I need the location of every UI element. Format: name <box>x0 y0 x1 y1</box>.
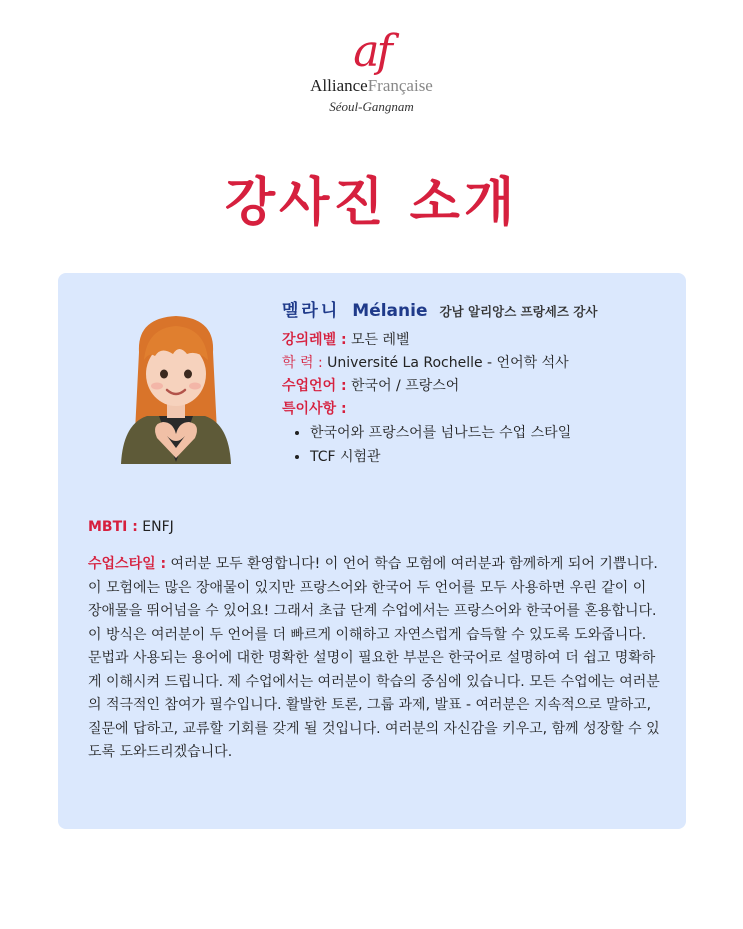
teacher-info <box>282 296 682 469</box>
style-label: 수업스타일 : <box>88 556 167 572</box>
style-paragraph-2: 이 모험에는 많은 장애물이 있지만 프랑스어와 한국어 두 언어를 모두 사용하면 우린 같이 이 장애물을 뛰어넘을 수 있어요! 그래서 초급 단계 수업에서는 프랑스어와 한국어를 혼용합니다. 이 방식은 여러분이 두 언어를 더 빠르게 이해하고 자연스럽게 습득할 수 있도록 도와줍니다. 문법과 사용되는 용어에 대한 명확한 설명이 필요한 부분은 한국어로 설명하여 더 쉽고 명확하게 이해시켜 드립니다. 제 수업에서는 여러분이 학습의 중심에 있습니다. 모든 수업에는 여러분의 적극적인 참여가 필수입니다. 활발한 토론, 그룹 과제, 발표 - 여러분은 지속적으로 말하고, 질문에 답하고, 교류할 기회를 갖게 될 것입니다. 여러분의 자신감을 키우고, 함께 성장할 수 있도록 도와드리겠습니다. <box>88 579 660 760</box>
notes-row <box>282 398 682 421</box>
language-value: 한국어 / 프랑스어 <box>351 378 460 394</box>
education-value: Université La Rochelle - 언어학 석사 <box>327 355 569 371</box>
list-item: • TCF 시험관 <box>310 445 682 469</box>
mbti-value: ENFJ <box>142 519 174 535</box>
avatar-icon <box>117 312 235 464</box>
level-label: 강의레벨 : <box>282 332 347 348</box>
name-row <box>282 296 682 321</box>
logo-wordmark <box>0 76 743 96</box>
language-label: 수업언어 : <box>282 378 347 394</box>
teacher-role: 강남 알리앙스 프랑세즈 강사 <box>439 304 598 319</box>
education-label: 학 력 : <box>282 355 323 371</box>
teacher-name-fr: Mélanie <box>352 301 428 321</box>
teacher-name-ko: 멜라니 <box>282 301 341 321</box>
logo-name-main: Alliance <box>310 76 368 95</box>
mbti-row <box>88 519 174 535</box>
list-item: • 한국어와 프랑스어를 넘나드는 수업 스타일 <box>310 421 682 445</box>
page-title: 강사진 소개 <box>224 173 519 233</box>
teaching-style <box>88 553 664 765</box>
level-row <box>282 329 682 352</box>
mbti-label: MBTI : <box>88 519 138 535</box>
notes-list <box>282 421 682 469</box>
logo-branch: Séoul-Gangnam <box>329 99 414 114</box>
style-text-1: 여러분 모두 환영합니다! 이 언어 학습 모험에 여러분과 함께하게 되어 기쁩니다. <box>170 556 658 572</box>
logo-name-alt: Française <box>367 76 433 95</box>
level-value: 모든 레벨 <box>351 332 410 348</box>
notes-label: 특이사항 : <box>282 401 347 417</box>
language-row <box>282 375 682 398</box>
af-logo-mark: af <box>353 26 390 77</box>
education-row <box>282 352 682 375</box>
style-paragraph-1 <box>88 553 664 577</box>
alliance-francaise-logo <box>0 26 743 115</box>
